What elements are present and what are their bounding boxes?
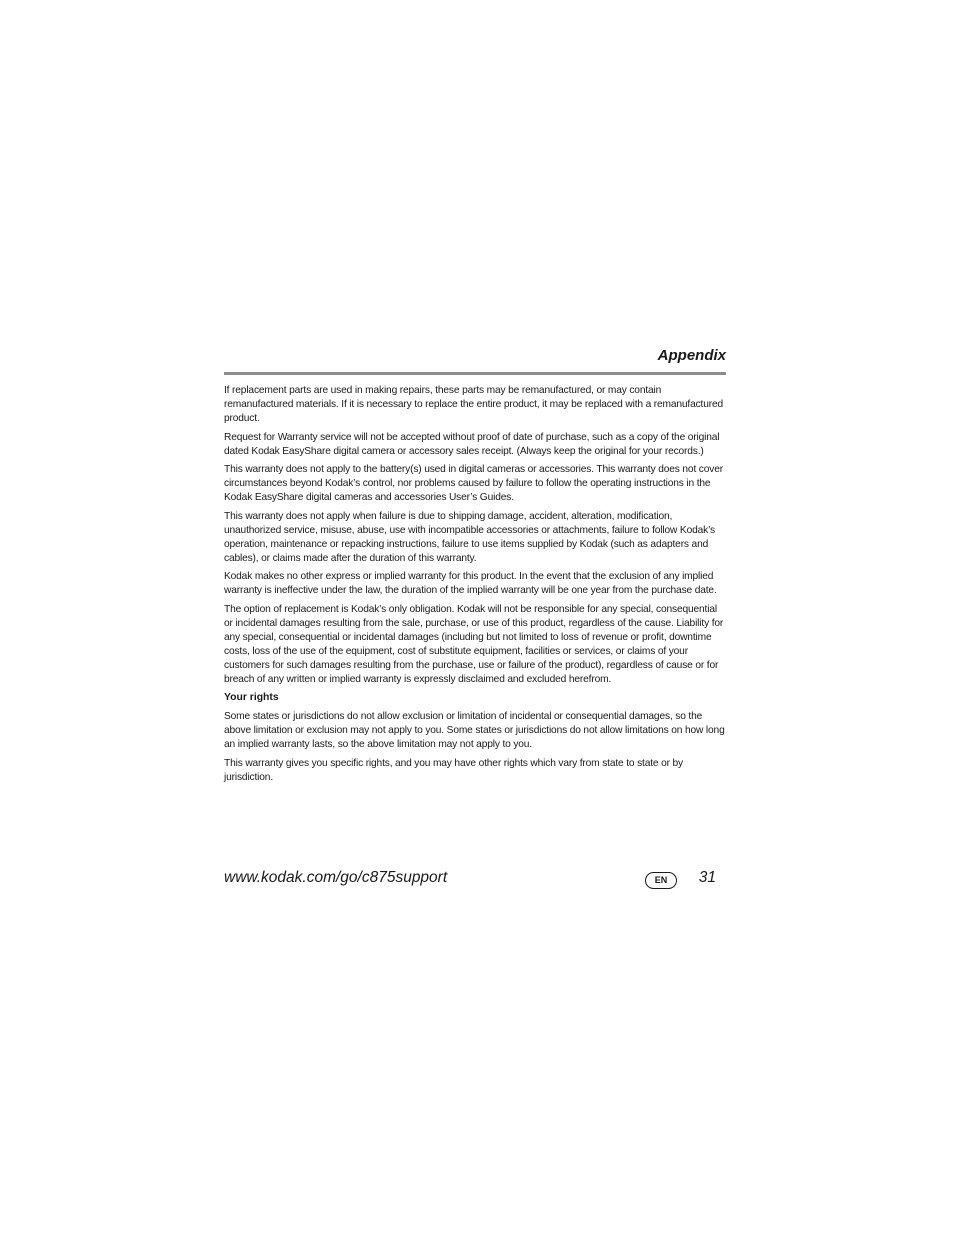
language-badge: EN xyxy=(645,872,677,889)
paragraph-replacement-parts: If replacement parts are used in making repairs, these parts may be remanufactured, or may contain remanufactured materials. If it is necessary to replace the entire product, it may be replaced with a remanufactured product. xyxy=(224,385,724,424)
warranty-body xyxy=(224,384,726,785)
paragraph-proof-of-purchase: Request for Warranty service will not be accepted without proof of date of purchase, such as a copy of the original dated Kodak EasyShare digital camera or accessory sales receipt. (Always keep the original for your records.) xyxy=(224,431,720,457)
your-rights-heading: Your rights xyxy=(224,692,279,703)
paragraph-specific-rights: This warranty gives you specific rights, and you may have other rights which vary from state to state or by jurisdiction. xyxy=(224,757,684,783)
paragraph-battery-exclusion: This warranty does not apply to the battery(s) used in digital cameras or accessories. This warranty does not cover circumstances beyond Kodak’s control, nor problems caused by failure to follow the operating instructions in the Kodak EasyShare digital cameras and accessories User’s Guides. xyxy=(224,464,723,503)
paragraph-failure-exclusions: This warranty does not apply when failure is due to shipping damage, accident, alteration, modification, unauthorized service, misuse, abuse, use with incompatible accessories or attachments, failure to follow Kodak’s operation, maintenance or repacking instructions, failure to use items supplied by Kodak (such as adapters and cables), or claims made after the duration of this warranty. xyxy=(224,510,715,564)
section-title: Appendix xyxy=(657,347,726,364)
page-footer xyxy=(224,867,716,891)
header-rule xyxy=(224,372,726,375)
support-url-link[interactable]: www.kodak.com/go/c875support xyxy=(224,869,448,886)
page-content xyxy=(224,346,726,789)
page-number: 31 xyxy=(698,869,716,886)
paragraph-replacement-obligation: The option of replacement is Kodak’s only obligation. Kodak will not be responsible for any special, consequential or incidental damages resulting from the sale, purchase, or use of this product, regardless of the cause. Liability for any special, consequential or incidental damages (including but not limited to loss of revenue or profit, downtime costs, loss of the use of the equipment, cost of substitute equipment, facilities or services, or claims of your customers for such damages resulting from the purchase, use or failure of the product), regardless of cause or for breach of any written or implied warranty is expressly disclaimed and excluded herefrom. xyxy=(224,603,724,685)
paragraph-implied-warranty: Kodak makes no other express or implied warranty for this product. In the event that the exclusion of any implied warranty is ineffective under the law, the duration of the implied warranty will be one year from the purchase date. xyxy=(224,571,717,596)
paragraph-state-limitations: Some states or jurisdictions do not allow exclusion or limitation of incidental or consequential damages, so the above limitation or exclusion may not apply to you. Some states or jurisdictions do not allow limitations on how long an implied warranty lasts, so the above limitation may not apply to you. xyxy=(224,711,725,750)
